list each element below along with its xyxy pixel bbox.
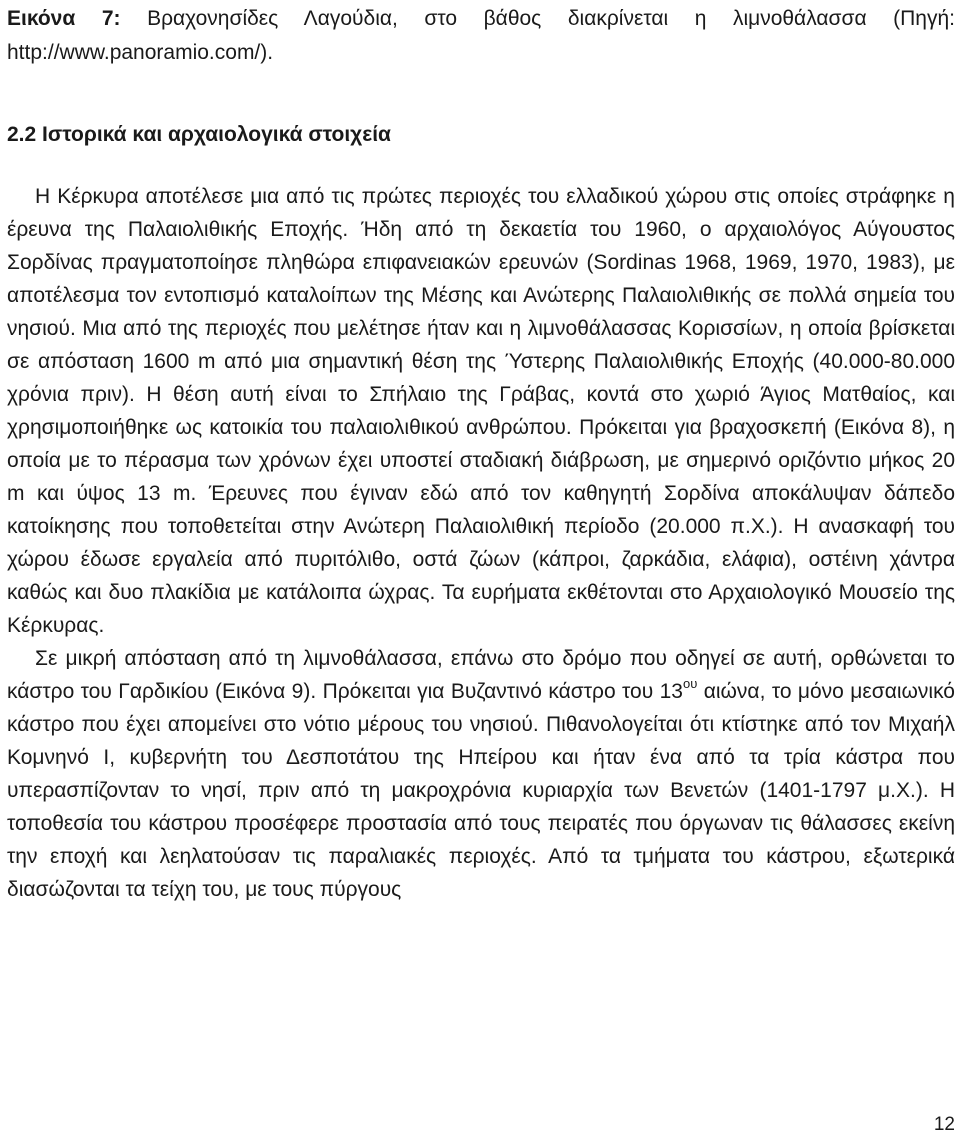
page-number: 12 [933, 1114, 955, 1135]
paragraph-2-part-1: Σε μικρή απόσταση από τη λιμνοθάλασσα, επάνω στο δρόμο που οδηγεί σε αυτή, ορθώνεται το κάστρο του Γαρδικίου (Εικόνα 9). Πρόκειται για Βυζαντινό κάστρο του 13 [7, 647, 955, 703]
caption-text: Βραχονησίδες Λαγούδια, στο βάθος διακρίνεται η λιμνοθάλασσα (Πηγή: [120, 7, 955, 30]
source-link[interactable]: http://www.panoramio.com/ [7, 41, 261, 64]
century-superscript: ου [682, 676, 698, 691]
paragraph-1: Η Κέρκυρα αποτέλεσε μια από τις πρώτες περιοχές του ελλαδικού χώρου στις οποίες στράφηκε η έρευνα της Παλαιολιθικής Εποχής. Ήδη από τη δεκαετία του 1960, ο αρχαιολόγος Αύγουστος Σορδίνας πραγματοποίησε πληθώρα επιφανειακών ερευνών (Sordinas 1968, 1969, 1970, 1983), με αποτέλεσμα τον εντοπισμό καταλοίπων της Μέσης και Ανώτερης Παλαιολιθικής σε πολλά σημεία του νησιού. Μια από της περιοχές που μελέτησε ήταν και η λιμνοθάλασσας Κορισσίων, η οποία βρίσκεται σε απόσταση 1600 m από μια σημαντική θέση της Ύστερης Παλαιολιθικής Εποχής (40.000-80.000 χρόνια πριν). Η θέση αυτή είναι το Σπήλαιο της Γράβας, κοντά στο χωριό Άγιος Ματθαίος, και χρησιμοποιήθηκε ως κατοικία του παλαιολιθικού ανθρώπου. Πρόκειται για βραχοσκεπή (Εικόνα 8), η οποία με το πέρασμα των χρόνων έχει υποστεί σταδιακή διάβρωση, με σημερινό οριζόντιο μήκος 20 m και ύψος 13 m. Έρευνες που έγιναν εδώ από τον καθηγητή Σορδίνα αποκάλυψαν δάπεδο κατοίκησης που τοποθετείται στην Ανώτερη Παλαιολιθική περίοδο (20.000 π.Χ.). Η ανασκαφή του χώρου έδωσε εργαλεία από πυριτόλιθο, οστά ζώων (κάπροι, ζαρκάδια, ελάφια), οστέινη χάντρα καθώς και δυο πλακίδια με κατάλοιπα ώχρας. Τα ευρήματα εκθέτονται στο Αρχαιολογικό Μουσείο της Κέρκυρας. [7, 185, 955, 637]
paragraph-2 [7, 642, 955, 906]
figure-caption [7, 0, 955, 70]
section-title: 2.2 Ιστορικά και αρχαιολογικά στοιχεία [7, 123, 391, 146]
paragraph-2-part-2: αιώνα, το μόνο μεσαιωνικό κάστρο που έχει απομείνει στο νότιο μέρους του νησιού. Πιθανολογείται ότι κτίστηκε από τον Μιχαήλ Κομνηνό Ι, κυβερνήτη του Δεσποτάτου της Ηπείρου και ήταν ένα από τα τρία κάστρα που υπερασπίζονταν το νησί, πριν από τη μακροχρόνια κυριαρχία των Βενετών (1401-1797 μ.Χ.). Η τοποθεσία του κάστρου προσέφερε προστασία από τους πειρατές που όργωναν τις θάλασσες εκείνη την εποχή και λεηλατούσαν τις παραλιακές περιοχές. Από τα τμήματα του κάστρου, εξωτερικά διασώζονται τα τείχη του, με τους πύργους [7, 680, 955, 901]
caption-end: ). [260, 41, 274, 64]
caption-label: Εικόνα 7: [7, 7, 121, 30]
document-page [7, 0, 955, 906]
